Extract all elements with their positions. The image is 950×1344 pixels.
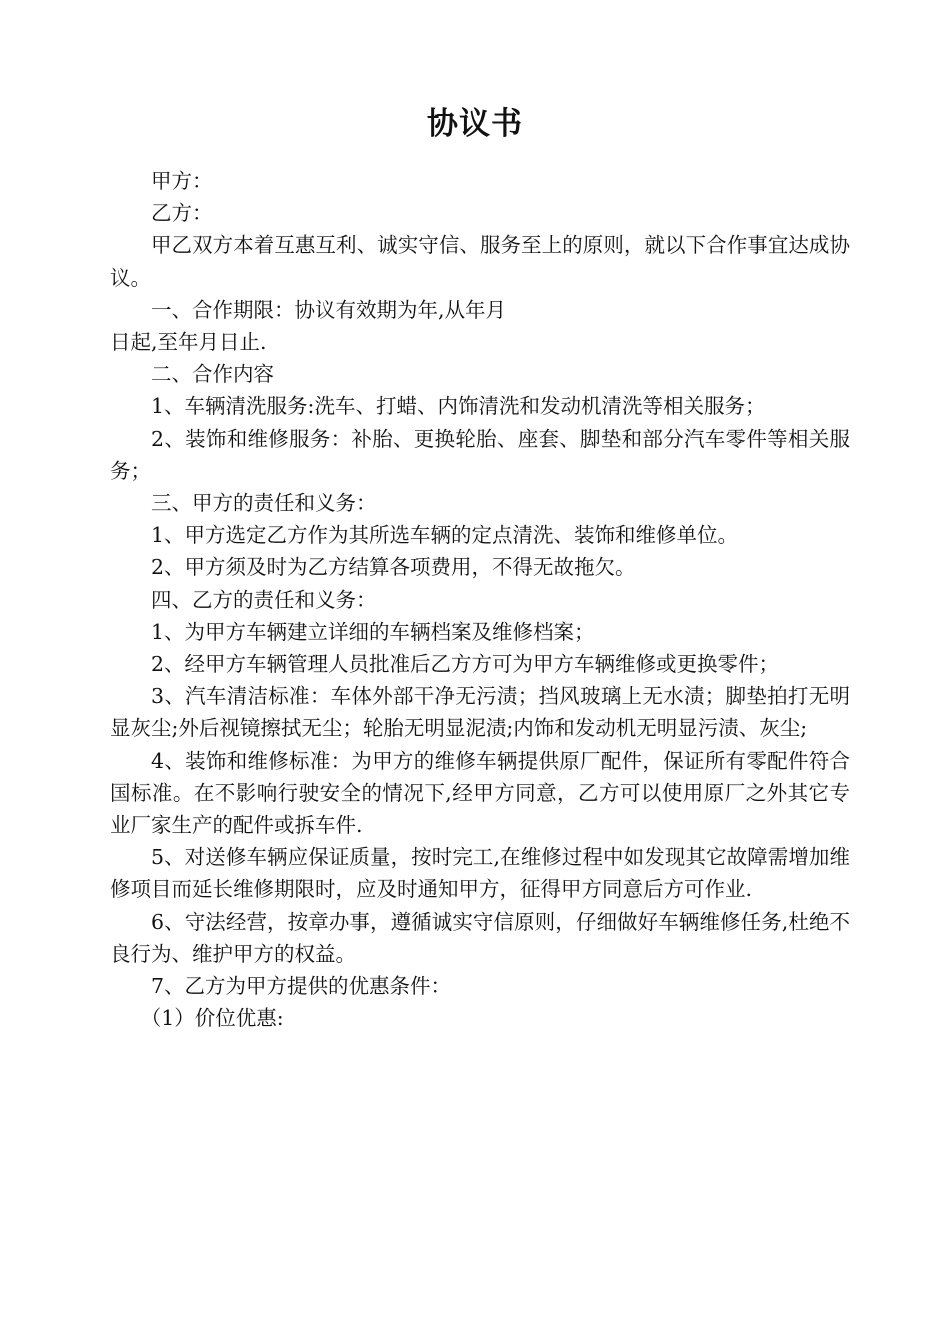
- section-1-term-continued: 日起,至年月日止.: [110, 330, 267, 355]
- section-4-item-2: 2、经甲方车辆管理人员批准后乙方方可为甲方车辆维修或更换零件；: [151, 652, 780, 677]
- document-body: [110, 165, 850, 1034]
- preamble-paragraph: 甲乙双方本着互惠互利、诚实守信、服务至上的原则，就以下合作事宜达成协议。: [110, 233, 850, 290]
- section-1-term: 一、合作期限：协议有效期为年,从年月: [151, 297, 507, 322]
- party-b-line: 乙方：: [151, 201, 213, 226]
- section-4-item-7: 7、乙方为甲方提供的优惠条件：: [151, 974, 452, 999]
- section-2-item-2: 2、装饰和维修服务：补胎、更换轮胎、座套、脚垫和部分汽车零件等相关服务；: [110, 426, 850, 483]
- document-title: 协议书: [427, 106, 523, 142]
- section-4-item-4: 4、装饰和维修标准：为甲方的维修车辆提供原厂配件，保证所有零配件符合国标准。在不影响行驶安全的情况下,经甲方同意，乙方可以使用原厂之外其它专业厂家生产的配件或拆车件.: [110, 748, 850, 838]
- section-2-heading: 二、合作内容: [151, 362, 274, 387]
- section-4-item-1: 1、为甲方车辆建立详细的车辆档案及维修档案；: [151, 619, 595, 644]
- section-4-item-7-sub-1: （1）价位优惠:: [140, 1006, 284, 1031]
- section-4-heading: 四、乙方的责任和义务：: [151, 587, 377, 612]
- party-a-line: 甲方：: [151, 169, 213, 193]
- section-3-heading: 三、甲方的责任和义务：: [151, 491, 377, 516]
- section-4-item-5: 5、对送修车辆应保证质量，按时完工,在维修过程中如发现其它故障需增加维修项目而延长维修期限时，应及时通知甲方，征得甲方同意后方可作业.: [110, 845, 850, 902]
- section-3-item-1: 1、甲方选定乙方作为其所选车辆的定点清洗、装饰和维修单位。: [151, 523, 739, 548]
- section-4-item-6: 6、守法经营，按章办事，遵循诚实守信原则，仔细做好车辆维修任务,杜绝不良行为、维护甲方的权益。: [110, 909, 850, 966]
- section-4-item-3: 3、汽车清洁标准：车体外部干净无污渍；挡风玻璃上无水渍；脚垫拍打无明显灰尘;外后视镜擦拭无尘；轮胎无明显泥渍;内饰和发动机无明显污渍、灰尘;: [110, 684, 850, 741]
- section-3-item-2: 2、甲方须及时为乙方结算各项费用，不得无故拖欠。: [151, 555, 636, 580]
- section-2-item-1: 1、车辆清洗服务:洗车、打蜡、内饰清洗和发动机清洗等相关服务；: [151, 394, 766, 419]
